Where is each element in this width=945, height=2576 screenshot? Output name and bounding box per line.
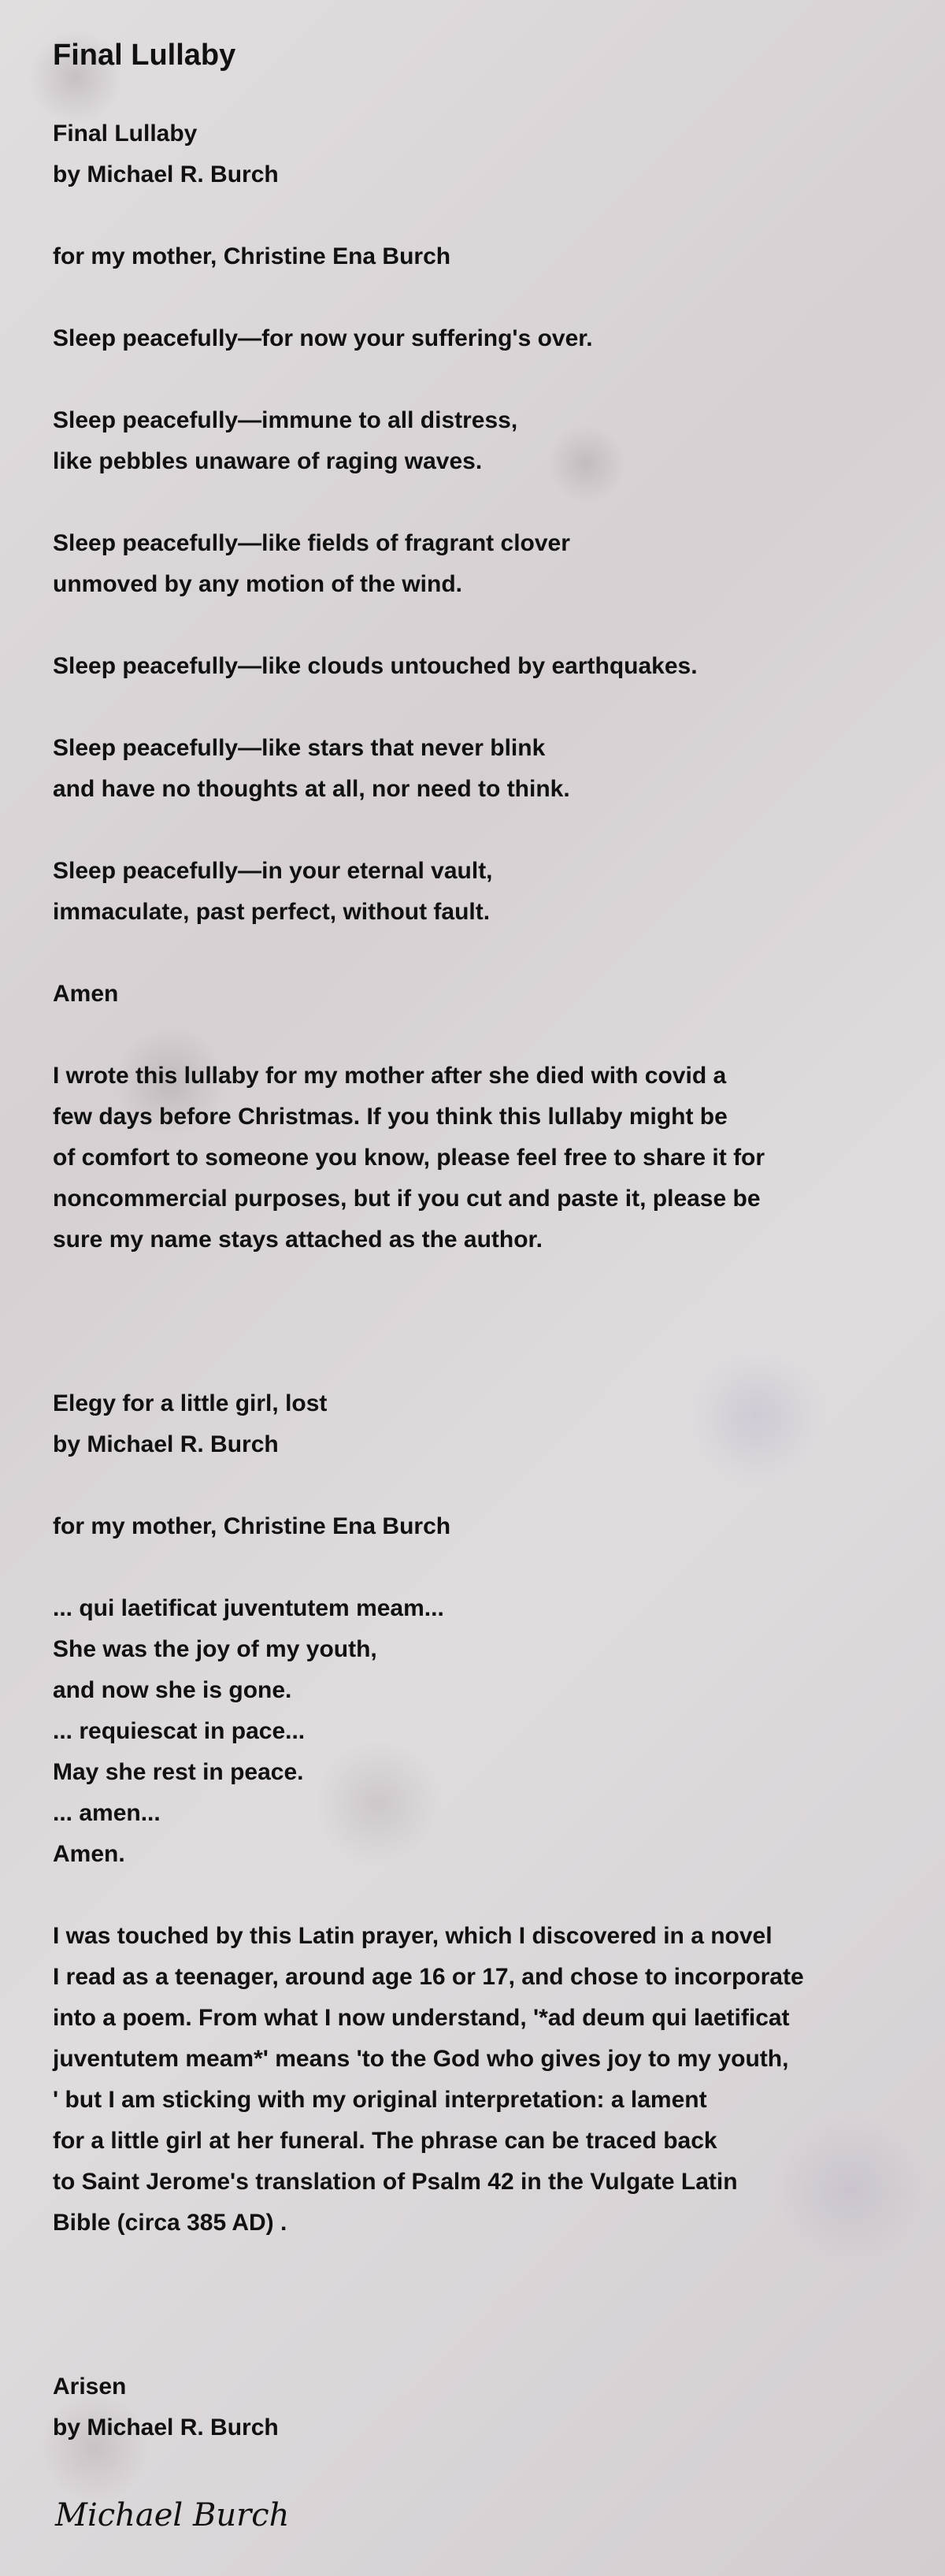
blank-line [53,277,903,318]
blank-line [53,1342,903,1383]
page-title: Final Lullaby [53,39,236,72]
poem-line: unmoved by any motion of the wind. [53,570,463,597]
poem-line: for a little girl at her funeral. The phrase can be traced back [53,2127,717,2154]
poem-line: Sleep peacefully—for now your suffering's over. [53,325,593,351]
poem-line: into a poem. From what I now understand, '*ad deum qui laetificat [53,2004,790,2031]
poem-line: Amen. [53,1840,125,1867]
poem-line: noncommercial purposes, but if you cut and paste it, please be [53,1185,761,1212]
blank-line [53,1260,903,1301]
poem-line: Final Lullaby [53,120,198,147]
poem-line: Sleep peacefully—immune to all distress, [53,406,518,433]
poem-line: Sleep peacefully—like clouds untouched by earthquakes. [53,652,698,679]
blank-line [53,2285,903,2325]
poem-line: to Saint Jerome's translation of Psalm 42 in the Vulgate Latin [53,2168,738,2195]
poem-line: May she rest in peace. [53,1758,304,1785]
poem-line: for my mother, Christine Ena Burch [53,1513,451,1539]
blank-line [53,1465,903,1506]
poem-line: Sleep peacefully—like stars that never blink [53,734,546,761]
poem-line: ... requiescat in pace... [53,1717,306,1744]
author-signature: Michael Burch [55,2497,290,2533]
poem-line: Sleep peacefully—like fields of fragrant clover [53,529,570,556]
blank-line [53,359,903,400]
poem-line: of comfort to someone you know, please feel free to share it for [53,1144,765,1171]
poem-line: by Michael R. Burch [53,161,279,187]
blank-line [53,810,903,851]
blank-line [53,605,903,646]
poem-line: few days before Christmas. If you think this lullaby might be [53,1103,728,1130]
blank-line [53,195,903,236]
poem-body [53,113,903,2448]
poem-line: ' but I am sticking with my original interpretation: a lament [53,2086,707,2113]
poem-line: Arisen [53,2373,127,2400]
poem-line: and now she is gone. [53,1676,292,1703]
poem-line: by Michael R. Burch [53,1431,279,1457]
poem-line: She was the joy of my youth, [53,1635,377,1662]
poem-line: juventutem meam*' means 'to the God who gives joy to my youth, [53,2045,789,2072]
poem-line: and have no thoughts at all, nor need to think. [53,775,570,802]
blank-line [53,1301,903,1342]
blank-line [53,1547,903,1588]
poem-line: for my mother, Christine Ena Burch [53,243,451,269]
blank-line [53,933,903,974]
blank-line [53,482,903,523]
poem-line: Bible (circa 385 AD) . [53,2209,287,2236]
poem-line: sure my name stays attached as the author. [53,1226,543,1253]
blank-line [53,2325,903,2366]
blank-line [53,1875,903,1916]
blank-line [53,2244,903,2285]
blank-line [53,1015,903,1056]
poem-page [53,38,903,2448]
poem-line: like pebbles unaware of raging waves. [53,447,483,474]
poem-line: Amen [53,980,119,1007]
poem-line: ... qui laetificat juventutem meam... [53,1594,444,1621]
poem-line: immaculate, past perfect, without fault. [53,898,491,925]
poem-line: I wrote this lullaby for my mother after she died with covid a [53,1062,727,1089]
poem-line: by Michael R. Burch [53,2414,279,2441]
poem-line: ... amen... [53,1799,161,1826]
poem-line: Sleep peacefully—in your eternal vault, [53,857,493,884]
blank-line [53,687,903,728]
poem-line: I was touched by this Latin prayer, which I discovered in a novel [53,1922,773,1949]
poem-line: I read as a teenager, around age 16 or 17, and chose to incorporate [53,1963,804,1990]
poem-line: Elegy for a little girl, lost [53,1390,328,1416]
